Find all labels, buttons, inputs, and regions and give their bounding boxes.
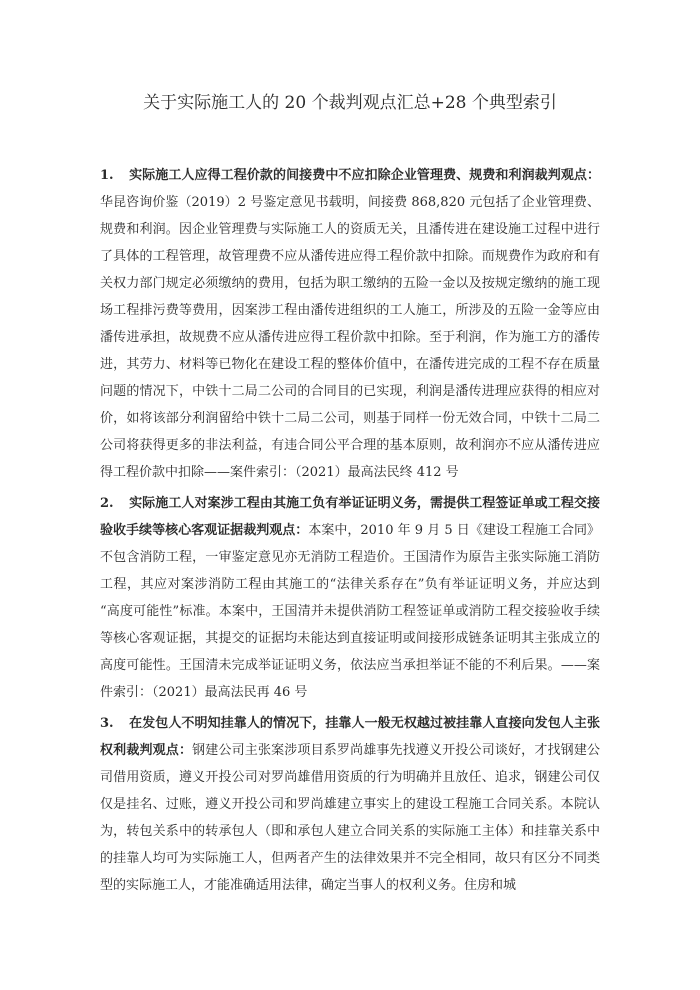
document-title: 关于实际施工人的 20 个裁判观点汇总+28 个典型索引 (143, 93, 557, 113)
paragraph-body: 本案中，2010 年 9 月 5 日《建设工程施工合同》不包含消防工程，一审鉴定意见亦无消防工程造价。王国清作为原告主张实际施工消防工程，其应对案涉消防工程由其施工的“法律关系存在”负有举证证明义务，并应达到“高度可能性”标准。本案中，王国清并未提供消防工程签证单或消防工程交接验收手续等核心客观证据，其提交的证据均未能达到直接证明或间接形成链条证明其主张成立的高度可能性。王国清未完成举证证明义务，依法应当承担举证不能的不利后果。——案件索引：（2021）最高法民再 46 号 (100, 523, 600, 700)
paragraph-number: 2. (100, 496, 114, 511)
opinion-paragraph-1 (100, 162, 600, 486)
paragraph-heading: 实际施工人应得工程价款的间接费中不应扣除企业管理费、规费和利润裁判观点： (129, 168, 600, 183)
paragraph-heading: 在发包人不明知挂靠人的情况下，挂靠人一般无权越过被挂靠人直接向发包人主张权利裁判观点： (100, 716, 600, 758)
paragraph-body: 华昆咨询价鉴（2019）2 号鉴定意见书载明，间接费 868,820 元包括了企业管理费、规费和利润。因企业管理费与实际施工人的资质无关，且潘传进在建设施工过程中进行了具体的工程管理，故管理费不应从潘传进应得工程价款中扣除。而规费作为政府和有关权力部门规定必须缴纳的费用，包括为职工缴纳的五险一金以及按规定缴纳的施工现场工程排污费等费用，因案涉工程由潘传进组织的工人施工，所涉及的五险一金等应由潘传进承担，故规费不应从潘传进应得工程价款中扣除。至于利润，作为施工方的潘传进，其劳力、材料等已物化在建设工程的整体价值中，在潘传进完成的工程不存在质量问题的情况下，中铁十二局二公司的合同目的已实现，利润是潘传进理应获得的相应对价，如将该部分利润留给中铁十二局二公司，则基于同样一份无效合同，中铁十二局二公司将获得更多的非法利益，有违合同公平合理的基本原则，故利润亦不应从潘传进应得工程价款中扣除——案件索引：（2021）最高法民终 412 号 (100, 195, 600, 480)
paragraph-body: 钢建公司主张案涉项目系罗尚雄事先找遵义开投公司谈好，才找钢建公司借用资质，遵义开投公司对罗尚雄借用资质的行为明确并且放任、追求，钢建公司仅仅是挂名、过账，遵义开投公司和罗尚雄建立事实上的建设工程施工合同关系。本院认为，转包关系中的转承包人（即和承包人建立合同关系的实际施工主体）和挂靠关系中的挂靠人均可为实际施工人，但两者产生的法律效果并不完全相同，故只有区分不同类型的实际施工人，才能准确适用法律，确定当事人的权利义务。住房和城 (100, 743, 600, 893)
paragraph-number: 3. (100, 716, 114, 731)
opinion-paragraph-2 (100, 490, 600, 706)
paragraph-heading: 实际施工人对案涉工程由其施工负有举证证明义务，需提供工程签证单或工程交接验收手续等核心客观证据裁判观点： (100, 496, 600, 538)
opinion-paragraph-3 (100, 710, 600, 899)
paragraph-number: 1. (100, 168, 114, 183)
document-content (100, 0, 600, 903)
